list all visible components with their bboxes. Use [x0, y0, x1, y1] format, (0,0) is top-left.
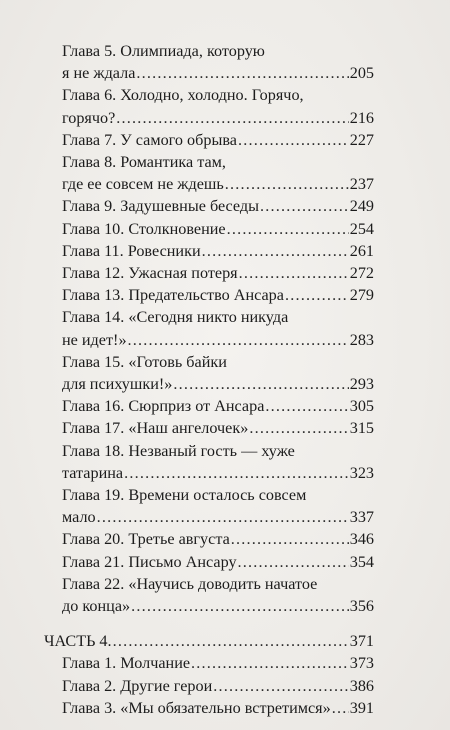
toc-entry-chapter-11	[44, 240, 374, 262]
dot-leader	[238, 129, 349, 151]
toc-entry-title: Глава 3. «Мы обязательно встретимся»	[62, 698, 331, 717]
toc-entry-title: Глава 12. Ужасная потеря	[62, 264, 238, 283]
page-number: 356	[349, 597, 374, 616]
dot-leader	[202, 240, 349, 262]
toc-entry-chapter-6	[44, 84, 374, 128]
toc-entry-chapter-22	[44, 573, 374, 617]
toc-line	[62, 440, 374, 462]
toc-line	[62, 417, 374, 439]
dot-leader	[116, 107, 348, 129]
toc-entry-title: для психушки!»	[62, 375, 173, 394]
page-number: 293	[349, 375, 374, 394]
dot-leader	[238, 551, 349, 573]
page-number: 249	[349, 197, 374, 216]
dot-leader	[285, 284, 349, 306]
toc-entry-title: Глава 8. Романтика там,	[62, 153, 226, 172]
toc-line	[62, 329, 374, 351]
page-number: 346	[349, 530, 374, 549]
dot-leader	[136, 62, 348, 84]
toc-line	[62, 262, 374, 284]
dot-leader	[173, 373, 348, 395]
toc-entry-part-4	[44, 630, 374, 652]
toc-line	[62, 129, 374, 151]
toc-entry-title: Глава 16. Сюрприз от Ансара	[62, 397, 265, 416]
page-number: 337	[349, 508, 374, 527]
toc-entry-part4-chapter-1	[44, 652, 374, 674]
toc-entry-title: я не ждала	[62, 64, 136, 83]
table-of-contents	[44, 40, 374, 719]
toc-line	[62, 551, 374, 573]
page-number: 237	[349, 175, 374, 194]
toc-entry-title: мало	[62, 508, 96, 527]
toc-line	[62, 284, 374, 306]
toc-line	[62, 395, 374, 417]
toc-line	[62, 652, 374, 674]
toc-entry-chapter-16	[44, 395, 374, 417]
page-number: 386	[349, 676, 374, 695]
page-number: 373	[349, 654, 374, 673]
toc-entry-title: Глава 1. Молчание	[62, 654, 191, 673]
toc-line	[62, 173, 374, 195]
toc-line	[62, 373, 374, 395]
toc-entry-part4-chapter-3	[44, 697, 374, 719]
toc-entry-title: Глава 6. Холодно, холодно. Горячо,	[62, 86, 304, 105]
toc-line	[62, 484, 374, 506]
toc-entry-title: Глава 19. Времени осталось совсем	[62, 486, 307, 505]
dot-leader	[332, 697, 349, 719]
toc-entry-chapter-17	[44, 417, 374, 439]
toc-entry-title: татарина	[62, 463, 124, 482]
dot-leader	[225, 173, 349, 195]
toc-line	[62, 240, 374, 262]
toc-line	[62, 306, 374, 328]
page-number: 315	[349, 419, 374, 438]
toc-entry-title: Глава 13. Предательство Ансара	[62, 286, 284, 305]
dot-leader	[124, 462, 349, 484]
toc-line	[62, 151, 374, 173]
toc-entry-title: Глава 18. Незваный гость — хуже	[62, 441, 295, 460]
toc-line	[62, 195, 374, 217]
toc-entry-title: Глава 22. «Научись доводить начатое	[62, 574, 318, 593]
page-number: 279	[349, 286, 374, 305]
toc-entry-chapter-13	[44, 284, 374, 306]
toc-entry-chapter-19	[44, 484, 374, 528]
toc-line	[62, 84, 374, 106]
toc-line	[62, 218, 374, 240]
page-number: 323	[349, 463, 374, 482]
dot-leader	[249, 417, 348, 439]
toc-line	[62, 528, 374, 550]
toc-entry-title: Глава 10. Столкновение	[62, 219, 226, 238]
page-number: 371	[349, 632, 374, 651]
toc-line	[62, 697, 374, 719]
toc-entry-title: Глава 5. Олимпиада, которую	[62, 42, 265, 60]
toc-entry-title: до конца»	[62, 597, 131, 616]
toc-line	[62, 107, 374, 129]
toc-line	[62, 40, 374, 62]
toc-entry-title: Глава 11. Ровесники	[62, 241, 201, 260]
toc-line	[62, 595, 374, 617]
toc-entry-title: Глава 14. «Сегодня никто никуда	[62, 308, 289, 327]
page-number: 391	[349, 698, 374, 717]
toc-line	[62, 573, 374, 595]
toc-entry-part4-chapter-2	[44, 675, 374, 697]
toc-entry-chapter-12	[44, 262, 374, 284]
toc-entry-chapter-8	[44, 151, 374, 195]
toc-entry-title: Глава 15. «Готовь байки	[62, 352, 227, 371]
page-number: 354	[349, 552, 374, 571]
page-number: 205	[349, 64, 374, 83]
toc-entry-chapter-10	[44, 218, 374, 240]
page-number: 283	[349, 330, 374, 349]
dot-leader	[113, 630, 349, 652]
toc-line	[62, 351, 374, 373]
part-title: ЧАСТЬ 4.	[44, 632, 112, 651]
dot-leader	[213, 675, 348, 697]
page-number: 227	[349, 130, 374, 149]
dot-leader	[231, 528, 349, 550]
page-number: 216	[349, 108, 374, 127]
toc-line	[62, 62, 374, 84]
dot-leader	[191, 652, 349, 674]
toc-entry-chapter-21	[44, 551, 374, 573]
dot-leader	[97, 506, 349, 528]
toc-entry-title: Глава 2. Другие герои	[62, 676, 213, 695]
dot-leader	[239, 262, 349, 284]
toc-entry-chapter-9	[44, 195, 374, 217]
dot-leader	[227, 218, 349, 240]
toc-entry-chapter-14	[44, 306, 374, 350]
toc-entry-title: Глава 7. У самого обрыва	[62, 130, 237, 149]
toc-entry-title: не идет!»	[62, 330, 127, 349]
toc-entry-title: Глава 21. Письмо Ансару	[62, 552, 237, 571]
dot-leader	[131, 595, 349, 617]
dot-leader	[260, 195, 349, 217]
toc-entry-title: Глава 17. «Наш ангелочек»	[62, 419, 249, 438]
toc-entry-title: горячо?	[62, 108, 116, 127]
page-number: 261	[349, 241, 374, 260]
toc-line	[44, 630, 374, 652]
toc-entry-title: Глава 9. Задушевные беседы	[62, 197, 260, 216]
page-number: 305	[349, 397, 374, 416]
toc-entry-title: где ее совсем не ждешь	[62, 175, 224, 194]
page-number: 254	[349, 219, 374, 238]
toc-entry-chapter-20	[44, 528, 374, 550]
page-number: 272	[349, 264, 374, 283]
dot-leader	[265, 395, 348, 417]
toc-line	[62, 675, 374, 697]
toc-entry-chapter-18	[44, 440, 374, 484]
toc-entry-chapter-7	[44, 129, 374, 151]
toc-entry-chapter-5	[44, 40, 374, 84]
toc-entry-chapter-15	[44, 351, 374, 395]
toc-line	[62, 506, 374, 528]
toc-line	[62, 462, 374, 484]
toc-entry-title: Глава 20. Третье августа	[62, 530, 230, 549]
dot-leader	[128, 329, 349, 351]
